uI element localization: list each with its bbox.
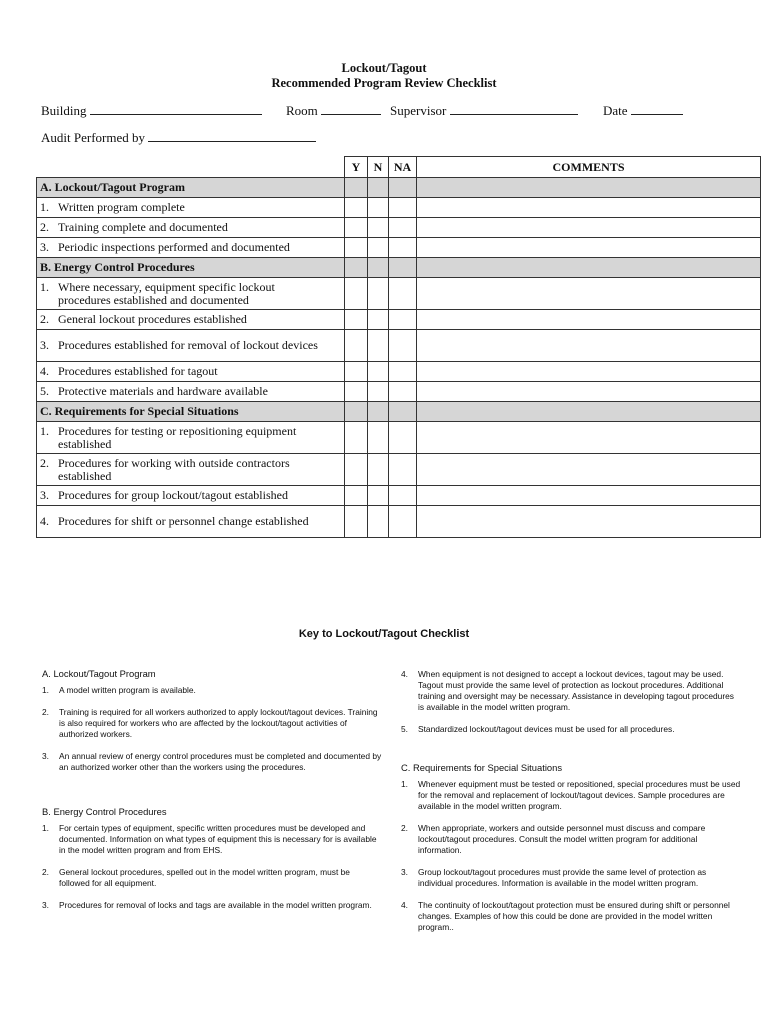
y-checkbox-cell[interactable] [345,218,368,238]
n-checkbox-cell[interactable] [368,310,389,330]
title-line-2: Recommended Program Review Checklist [271,76,497,90]
na-checkbox-cell[interactable] [389,330,417,362]
key-item-text: Procedures for removal of locks and tags are available in the model written program. [59,900,372,910]
key-item-text: A model written program is available. [59,685,196,695]
item-text: Procedures established for removal of lockout devices [58,338,318,352]
page-title [0,61,768,91]
list-item [42,867,382,889]
building-blank[interactable] [90,102,262,115]
key-item-number: 3. [401,867,408,877]
table-row [37,454,761,486]
n-checkbox-cell[interactable] [368,382,389,402]
section-empty-cell [345,402,368,422]
na-checkbox-cell[interactable] [389,310,417,330]
key-right-column [401,669,741,944]
section-title: C. Requirements for Special Situations [37,402,345,422]
y-checkbox-cell[interactable] [345,454,368,486]
col-y-header: Y [345,157,368,178]
table-row [37,362,761,382]
item-text: Where necessary, equipment specific lockout procedures established and documented [58,279,275,307]
comments-cell[interactable] [417,198,761,218]
key-item-text: When appropriate, workers and outside personnel must discuss and compare lockout/tagout procedures. Consult the model written program for additional information. [418,823,706,855]
n-checkbox-cell[interactable] [368,218,389,238]
date-label: Date [603,103,628,118]
comments-cell[interactable] [417,506,761,538]
key-item-text: For certain types of equipment, specific written procedures must be developed and documented. Information on what types of equipment this is necessary for is available in the model written program and from EHS. [59,823,377,855]
item-number: 2. [40,312,49,326]
section-empty-cell [368,258,389,278]
na-checkbox-cell[interactable] [389,382,417,402]
y-checkbox-cell[interactable] [345,422,368,454]
item-text: Protective materials and hardware available [58,384,268,398]
key-item-number: 3. [42,751,49,761]
table-row [37,486,761,506]
key-section-b [42,806,382,911]
key-section-c [401,762,741,933]
y-checkbox-cell[interactable] [345,278,368,310]
key-title: Key to Lockout/Tagout Checklist [298,628,470,640]
key-item-number: 2. [42,707,49,717]
section-empty-cell [345,258,368,278]
item-text: Periodic inspections performed and documented [58,240,290,254]
key-section-heading: B. Energy Control Procedures [42,806,167,817]
comments-cell[interactable] [417,382,761,402]
item-cell [37,278,345,310]
comments-cell[interactable] [417,486,761,506]
list-item [42,900,382,911]
item-text: Procedures for working with outside contractors established [58,455,290,483]
n-checkbox-cell[interactable] [368,486,389,506]
table-row [37,506,761,538]
building-label: Building [41,103,87,118]
date-field[interactable] [603,102,683,119]
list-item [401,823,741,856]
section-empty-cell [389,258,417,278]
key-item-number: 2. [42,867,49,877]
audit-field[interactable] [41,129,316,146]
y-checkbox-cell[interactable] [345,382,368,402]
table-row [37,198,761,218]
key-item-number: 1. [42,823,49,833]
item-cell [37,198,345,218]
na-checkbox-cell[interactable] [389,506,417,538]
col-comments-header: COMMENTS [417,157,761,178]
key-section-heading: C. Requirements for Special Situations [401,762,563,773]
key-item-text: Group lockout/tagout procedures must provide the same level of protection as individual procedures. Information is available in the model written program. [418,867,707,888]
key-item-number: 3. [42,900,49,910]
key-section-heading: A. Lockout/Tagout Program [42,668,156,679]
item-number: 3. [40,240,49,254]
key-item-number: 4. [401,900,408,910]
table-row [37,278,761,310]
item-cell [37,362,345,382]
n-checkbox-cell[interactable] [368,330,389,362]
item-cell [37,310,345,330]
item-text: Procedures for group lockout/tagout established [58,488,288,502]
na-checkbox-cell[interactable] [389,218,417,238]
section-row [37,178,761,198]
comments-cell[interactable] [417,238,761,258]
key-item-text: An annual review of energy control procedures must be completed and documented by an authorized worker other than the workers using the procedures. [59,751,382,772]
na-checkbox-cell[interactable] [389,422,417,454]
section-empty-cell [389,178,417,198]
table-row [37,218,761,238]
key-section-b-continued [401,669,741,735]
key-item-number: 1. [42,685,49,695]
item-text: Procedures for shift or personnel change established [58,514,309,528]
key-item-number: 5. [401,724,408,734]
key-item-text: Standardized lockout/tagout devices must be used for all procedures. [418,724,675,734]
key-item-text: When equipment is not designed to accept a lockout devices, tagout may be used. Tagout must provide the same level of protection as lockout procedures. Additional training and oversight may be necessary. Assistance in developing tagout procedures is available in the model written program. [418,669,734,712]
n-checkbox-cell[interactable] [368,278,389,310]
room-blank[interactable] [321,102,381,115]
n-checkbox-cell[interactable] [368,454,389,486]
y-checkbox-cell[interactable] [345,310,368,330]
item-number: 4. [40,514,49,528]
header-blank-cell [37,157,345,178]
col-n-header: N [368,157,389,178]
item-number: 4. [40,364,49,378]
item-cell [37,330,345,362]
checklist-table [36,156,761,538]
section-title: A. Lockout/Tagout Program [37,178,345,198]
item-text: Written program complete [58,200,185,214]
comments-cell[interactable] [417,278,761,310]
audit-label: Audit Performed by [41,130,145,145]
key-item-text: Training is required for all workers authorized to apply lockout/tagout devices. Training is also required for workers who are affected by the lockout/tagout activities of authorized workers. [59,707,378,739]
item-number: 1. [40,423,49,438]
table-row [37,238,761,258]
comments-cell[interactable] [417,310,761,330]
na-checkbox-cell[interactable] [389,278,417,310]
table-row [37,330,761,362]
audit-blank[interactable] [148,129,316,142]
comments-cell[interactable] [417,422,761,454]
list-item [401,724,741,735]
item-cell [37,486,345,506]
section-row [37,258,761,278]
key-item-number: 2. [401,823,408,833]
col-na-header: NA [389,157,417,178]
y-checkbox-cell[interactable] [345,486,368,506]
item-text: Procedures for testing or repositioning equipment established [58,423,297,451]
item-text: General lockout procedures established [58,312,247,326]
comments-cell[interactable] [417,330,761,362]
n-checkbox-cell[interactable] [368,362,389,382]
room-label: Room [286,103,318,118]
room-field[interactable] [286,102,381,119]
item-cell [37,218,345,238]
item-number: 2. [40,455,49,470]
comments-cell[interactable] [417,362,761,382]
section-row [37,402,761,422]
n-checkbox-cell[interactable] [368,198,389,218]
na-checkbox-cell[interactable] [389,362,417,382]
list-item [401,900,741,933]
na-checkbox-cell[interactable] [389,454,417,486]
list-item [401,779,741,812]
item-number: 5. [40,384,49,398]
section-empty-cell [389,402,417,422]
key-item-text: Whenever equipment must be tested or repositioned, special procedures must be used for the removal and replacement of lockout/tagout devices. Sample procedures are available in the model written program. [418,779,741,811]
item-cell [37,238,345,258]
key-left-column [42,668,382,922]
n-checkbox-cell[interactable] [368,506,389,538]
list-item [42,751,382,773]
table-header-row [37,157,761,178]
list-item [42,707,382,740]
key-item-number: 1. [401,779,408,789]
table-row [37,382,761,402]
item-number: 2. [40,220,49,234]
item-text: Procedures established for tagout [58,364,218,378]
item-cell [37,382,345,402]
y-checkbox-cell[interactable] [345,330,368,362]
list-item [42,685,382,696]
key-item-text: The continuity of lockout/tagout protection must be ensured during shift or personnel changes. Examples of how this could be done are provided in the model written program.. [418,900,730,932]
n-checkbox-cell[interactable] [368,238,389,258]
y-checkbox-cell[interactable] [345,506,368,538]
item-number: 3. [40,488,49,502]
item-cell [37,506,345,538]
section-empty-cell [368,402,389,422]
section-empty-cell [417,402,761,422]
section-empty-cell [345,178,368,198]
key-section-a [42,668,382,773]
section-empty-cell [417,258,761,278]
list-item [401,669,741,713]
y-checkbox-cell[interactable] [345,238,368,258]
item-cell [37,454,345,486]
supervisor-label: Supervisor [390,103,447,118]
item-number: 3. [40,338,49,352]
na-checkbox-cell[interactable] [389,238,417,258]
y-checkbox-cell[interactable] [345,362,368,382]
item-text: Training complete and documented [58,220,228,234]
section-title: B. Energy Control Procedures [37,258,345,278]
table-row [37,310,761,330]
supervisor-field[interactable] [390,102,578,119]
comments-cell[interactable] [417,218,761,238]
key-item-number: 4. [401,669,408,679]
key-item-text: General lockout procedures, spelled out in the model written program, must be followed for all equipment. [59,867,350,888]
n-checkbox-cell[interactable] [368,422,389,454]
building-field[interactable] [41,102,262,119]
item-number: 1. [40,200,49,214]
table-row [37,422,761,454]
na-checkbox-cell[interactable] [389,486,417,506]
list-item [42,823,382,856]
comments-cell[interactable] [417,454,761,486]
date-blank[interactable] [631,102,683,115]
item-cell [37,422,345,454]
item-number: 1. [40,279,49,294]
list-item [401,867,741,889]
section-empty-cell [417,178,761,198]
na-checkbox-cell[interactable] [389,198,417,218]
section-empty-cell [368,178,389,198]
title-line-1: Lockout/Tagout [341,61,427,75]
supervisor-blank[interactable] [450,102,578,115]
y-checkbox-cell[interactable] [345,198,368,218]
